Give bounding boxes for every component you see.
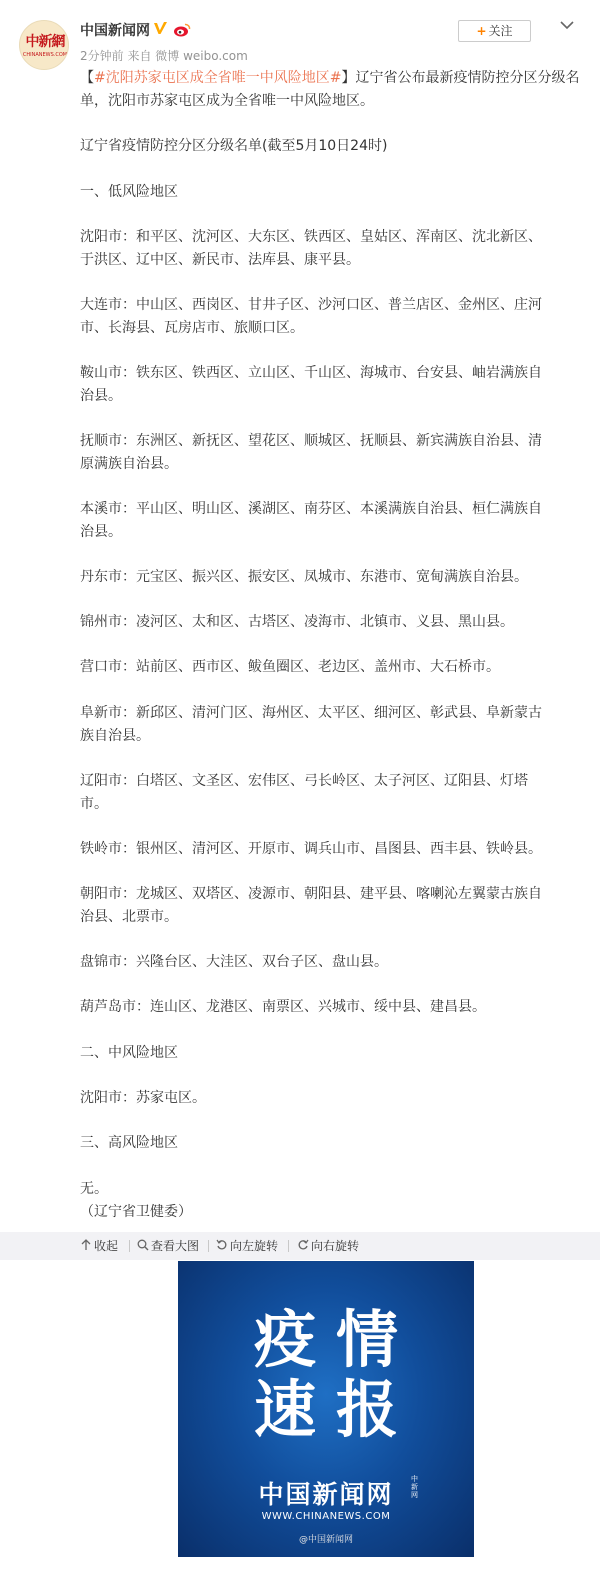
post-line: 沈阳市：苏家屯区。 [80,1090,206,1106]
post-line: 治县、北票市。 [80,909,178,925]
chevron-down-icon[interactable] [558,18,576,32]
post-line: 治县。 [80,388,122,404]
post-line: 一、低风险地区 [80,184,178,200]
post-line: （辽宁省卫健委） [80,1204,192,1220]
hashtag-link[interactable]: #沈阳苏家屯区成全省唯一中风险地区# [94,70,342,86]
divider [208,1240,209,1252]
post-line: 营口市：站前区、西市区、鲅鱼圈区、老边区、盖州市、大石桥市。 [80,659,500,675]
rotate-left-button[interactable]: 向左旋转 [216,1232,278,1260]
account-name[interactable]: 中国新闻网 [80,23,150,39]
image-brand-small: 中新网 [411,1475,418,1499]
post-line: 朝阳市：龙城区、双塔区、凌源市、朝阳县、建平县、喀喇沁左翼蒙古族自 [80,886,542,902]
post-line: 族自治县。 [80,728,150,744]
post-line: 无。 [80,1181,108,1197]
image-site: WWW.CHINANEWS.COM [261,1511,391,1522]
image-title-line2: 速报 [253,1373,418,1446]
weibo-badge-icon [173,23,191,37]
divider [288,1240,289,1252]
post-line: 沈阳市：和平区、沈河区、大东区、铁西区、皇姑区、浑南区、沈北新区、 [80,229,542,245]
post-line: 丹东市：元宝区、振兴区、振安区、凤城市、东港市、宽甸满族自治县。 [80,569,528,585]
post-image[interactable] [178,1261,474,1557]
rotate-left-icon [216,1239,228,1251]
rotate-right-button[interactable]: 向右旋转 [297,1232,359,1260]
post-line: 阜新市：新邱区、清河门区、海州区、太平区、细河区、彰武县、阜新蒙古 [80,705,542,721]
follow-label: 关注 [488,24,513,38]
post-meta: 2分钟前 来自 微博 weibo.com [80,49,248,63]
post-header [0,0,600,70]
follow-button[interactable] [458,20,531,42]
divider [129,1240,130,1252]
post-line: 辽宁省疫情防控分区分级名单(截至5月10日24时) [80,138,388,154]
post-line: 单，沈阳市苏家屯区成为全省唯一中风险地区。 [80,93,374,109]
image-brand: 中国新闻网 [258,1480,394,1509]
post-line: 辽阳市：白塔区、文圣区、宏伟区、弓长岭区、太子河区、辽阳县、灯塔 [80,773,528,789]
arrow-up-icon [80,1239,92,1251]
view-large-button[interactable]: 查看大图 [137,1232,199,1260]
post-line: 市、长海县、瓦房店市、旅顺口区。 [80,320,304,336]
avatar[interactable] [19,20,69,70]
post-line: 二、中风险地区 [80,1045,178,1061]
verified-icon [153,21,168,36]
post-line: 本溪市：平山区、明山区、溪湖区、南芬区、本溪满族自治县、桓仁满族自 [80,501,542,517]
post-line: 葫芦岛市：连山区、龙港区、南票区、兴城市、绥中县、建昌县。 [80,999,486,1015]
post-line: 原满族自治县。 [80,456,178,472]
avatar-logo-text: 中新網 [25,34,65,50]
post-line: 治县。 [80,524,122,540]
plus-icon: + [476,24,487,38]
rotate-right-icon [297,1239,309,1251]
post-line: 于洪区、辽中区、新民市、法库县、康平县。 [80,252,360,268]
collapse-button[interactable]: 收起 [80,1232,118,1260]
post-line: 【#沈阳苏家屯区成全省唯一中风险地区#】辽宁省公布最新疫情防控分区分级名 [80,70,580,86]
post-line: 鞍山市：铁东区、铁西区、立山区、千山区、海城市、台安县、岫岩满族自 [80,365,542,381]
post-line: 盘锦市：兴隆台区、大洼区、双台子区、盘山县。 [80,954,388,970]
post-line: 锦州市：凌河区、太和区、古塔区、凌海市、北镇市、义县、黑山县。 [80,614,514,630]
post-line: 大连市：中山区、西岗区、甘井子区、沙河口区、普兰店区、金州区、庄河 [80,297,542,313]
avatar-logo-subtext: CHINANEWS.COM [22,52,68,58]
post-line: 铁岭市：银州区、清河区、开原市、调兵山市、昌图县、西丰县、铁岭县。 [80,841,542,857]
post-line: 三、高风险地区 [80,1135,178,1151]
image-title-line1: 疫情 [253,1303,418,1376]
post-line: 抚顺市：东洲区、新抚区、望花区、顺城区、抚顺县、新宾满族自治县、清 [80,433,542,449]
magnifier-icon [137,1239,149,1251]
image-watermark: @中国新闻网 [298,1535,353,1545]
post-line: 市。 [80,796,108,812]
image-toolbar [0,1232,600,1260]
